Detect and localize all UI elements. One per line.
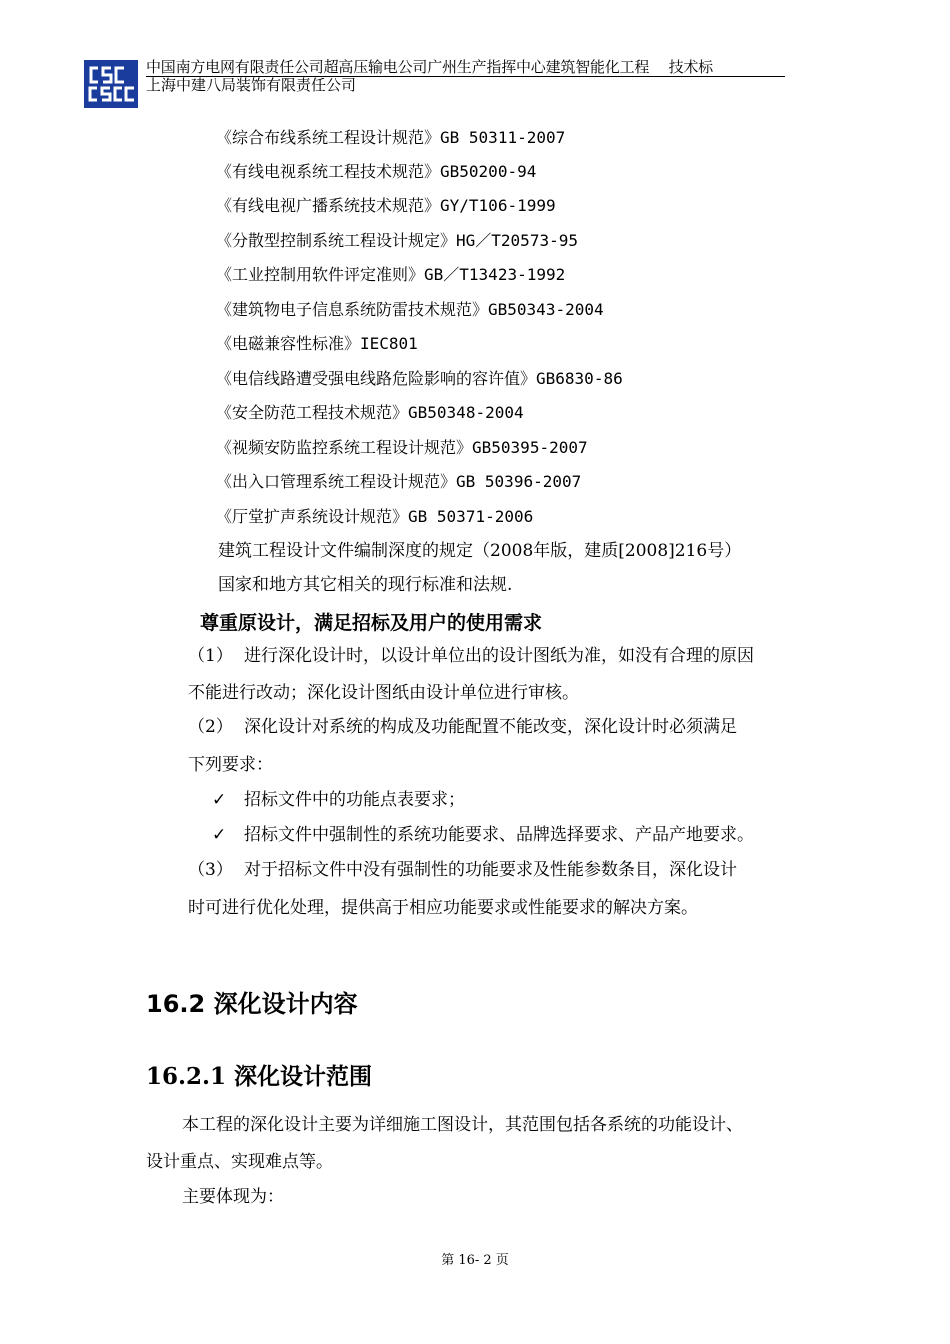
check-item: ✓ 招标文件中强制性的系统功能要求、品牌选择要求、产品产地要求。 bbox=[212, 825, 754, 845]
item-3-line2: 时可进行优化处理，提供高于相应功能要求或性能要求的解决方案。 bbox=[188, 898, 698, 918]
section-heading: 16.2 深化设计内容 bbox=[146, 990, 358, 1018]
section-subtitle: 尊重原设计，满足招标及用户的使用需求 bbox=[200, 612, 543, 634]
item-1-line1: （1） 进行深化设计时，以设计单位出的设计图纸为准，如没有合理的原因 bbox=[188, 646, 754, 666]
company-logo bbox=[84, 60, 138, 108]
item-1-line2: 不能进行改动；深化设计图纸由设计单位进行审核。 bbox=[188, 683, 579, 703]
checkmark-icon: ✓ bbox=[212, 825, 227, 845]
check-item: ✓ 招标文件中的功能点表要求； bbox=[212, 790, 465, 810]
standard-item: 《出入口管理系统工程设计规范》GB 50396-2007 bbox=[216, 472, 582, 491]
standard-item: 《分散型控制系统工程设计规定》HG／T20573-95 bbox=[216, 231, 578, 250]
body-paragraph-line1: 本工程的深化设计主要为详细施工图设计，其范围包括各系统的功能设计、 bbox=[182, 1115, 743, 1135]
standard-item: 《电磁兼容性标准》IEC801 bbox=[216, 334, 418, 353]
item-3-line1: （3） 对于招标文件中没有强制性的功能要求及性能参数条目，深化设计 bbox=[188, 860, 737, 880]
standard-item: 《厅堂扩声系统设计规范》GB 50371-2006 bbox=[216, 507, 534, 526]
body-paragraph-line2: 设计重点、实现难点等。 bbox=[146, 1152, 333, 1172]
standard-item: 《电信线路遭受强电线路危险影响的容许值》GB6830-86 bbox=[216, 369, 623, 388]
header-contractor: 上海中建八局装饰有限责任公司 bbox=[146, 76, 357, 94]
standard-item: 《视频安防监控系统工程设计规范》GB50395-2007 bbox=[216, 438, 588, 457]
body-paragraph-2: 主要体现为： bbox=[182, 1187, 284, 1207]
standard-item: 《建筑物电子信息系统防雷技术规范》GB50343-2004 bbox=[216, 300, 604, 319]
item-2-line1: （2） 深化设计对系统的构成及功能配置不能改变，深化设计时必须满足 bbox=[188, 717, 737, 737]
standard-item: 《有线电视系统工程技术规范》GB50200-94 bbox=[216, 162, 537, 181]
standard-item: 《工业控制用软件评定准则》GB／T13423-1992 bbox=[216, 265, 566, 284]
design-depth-regulation: 建筑工程设计文件编制深度的规定（2008年版，建质[2008]216号） bbox=[218, 541, 742, 561]
cscec-logo-icon bbox=[84, 60, 138, 108]
standard-item: 《安全防范工程技术规范》GB50348-2004 bbox=[216, 403, 524, 422]
page-number: 第 16- 2 页 bbox=[441, 1253, 509, 1268]
standard-item: 《有线电视广播系统技术规范》GY/T106-1999 bbox=[216, 196, 556, 215]
checkmark-icon: ✓ bbox=[212, 790, 227, 810]
other-standards-line: 国家和地方其它相关的现行标准和法规. bbox=[218, 575, 513, 595]
header-company-project: 中国南方电网有限责任公司超高压输电公司广州生产指挥中心建筑智能化工程 技术标 bbox=[146, 58, 713, 76]
subsection-heading: 16.2.1 深化设计范围 bbox=[146, 1063, 373, 1090]
standard-item: 《综合布线系统工程设计规范》GB 50311-2007 bbox=[216, 128, 566, 147]
item-2-line2: 下列要求： bbox=[188, 755, 273, 775]
